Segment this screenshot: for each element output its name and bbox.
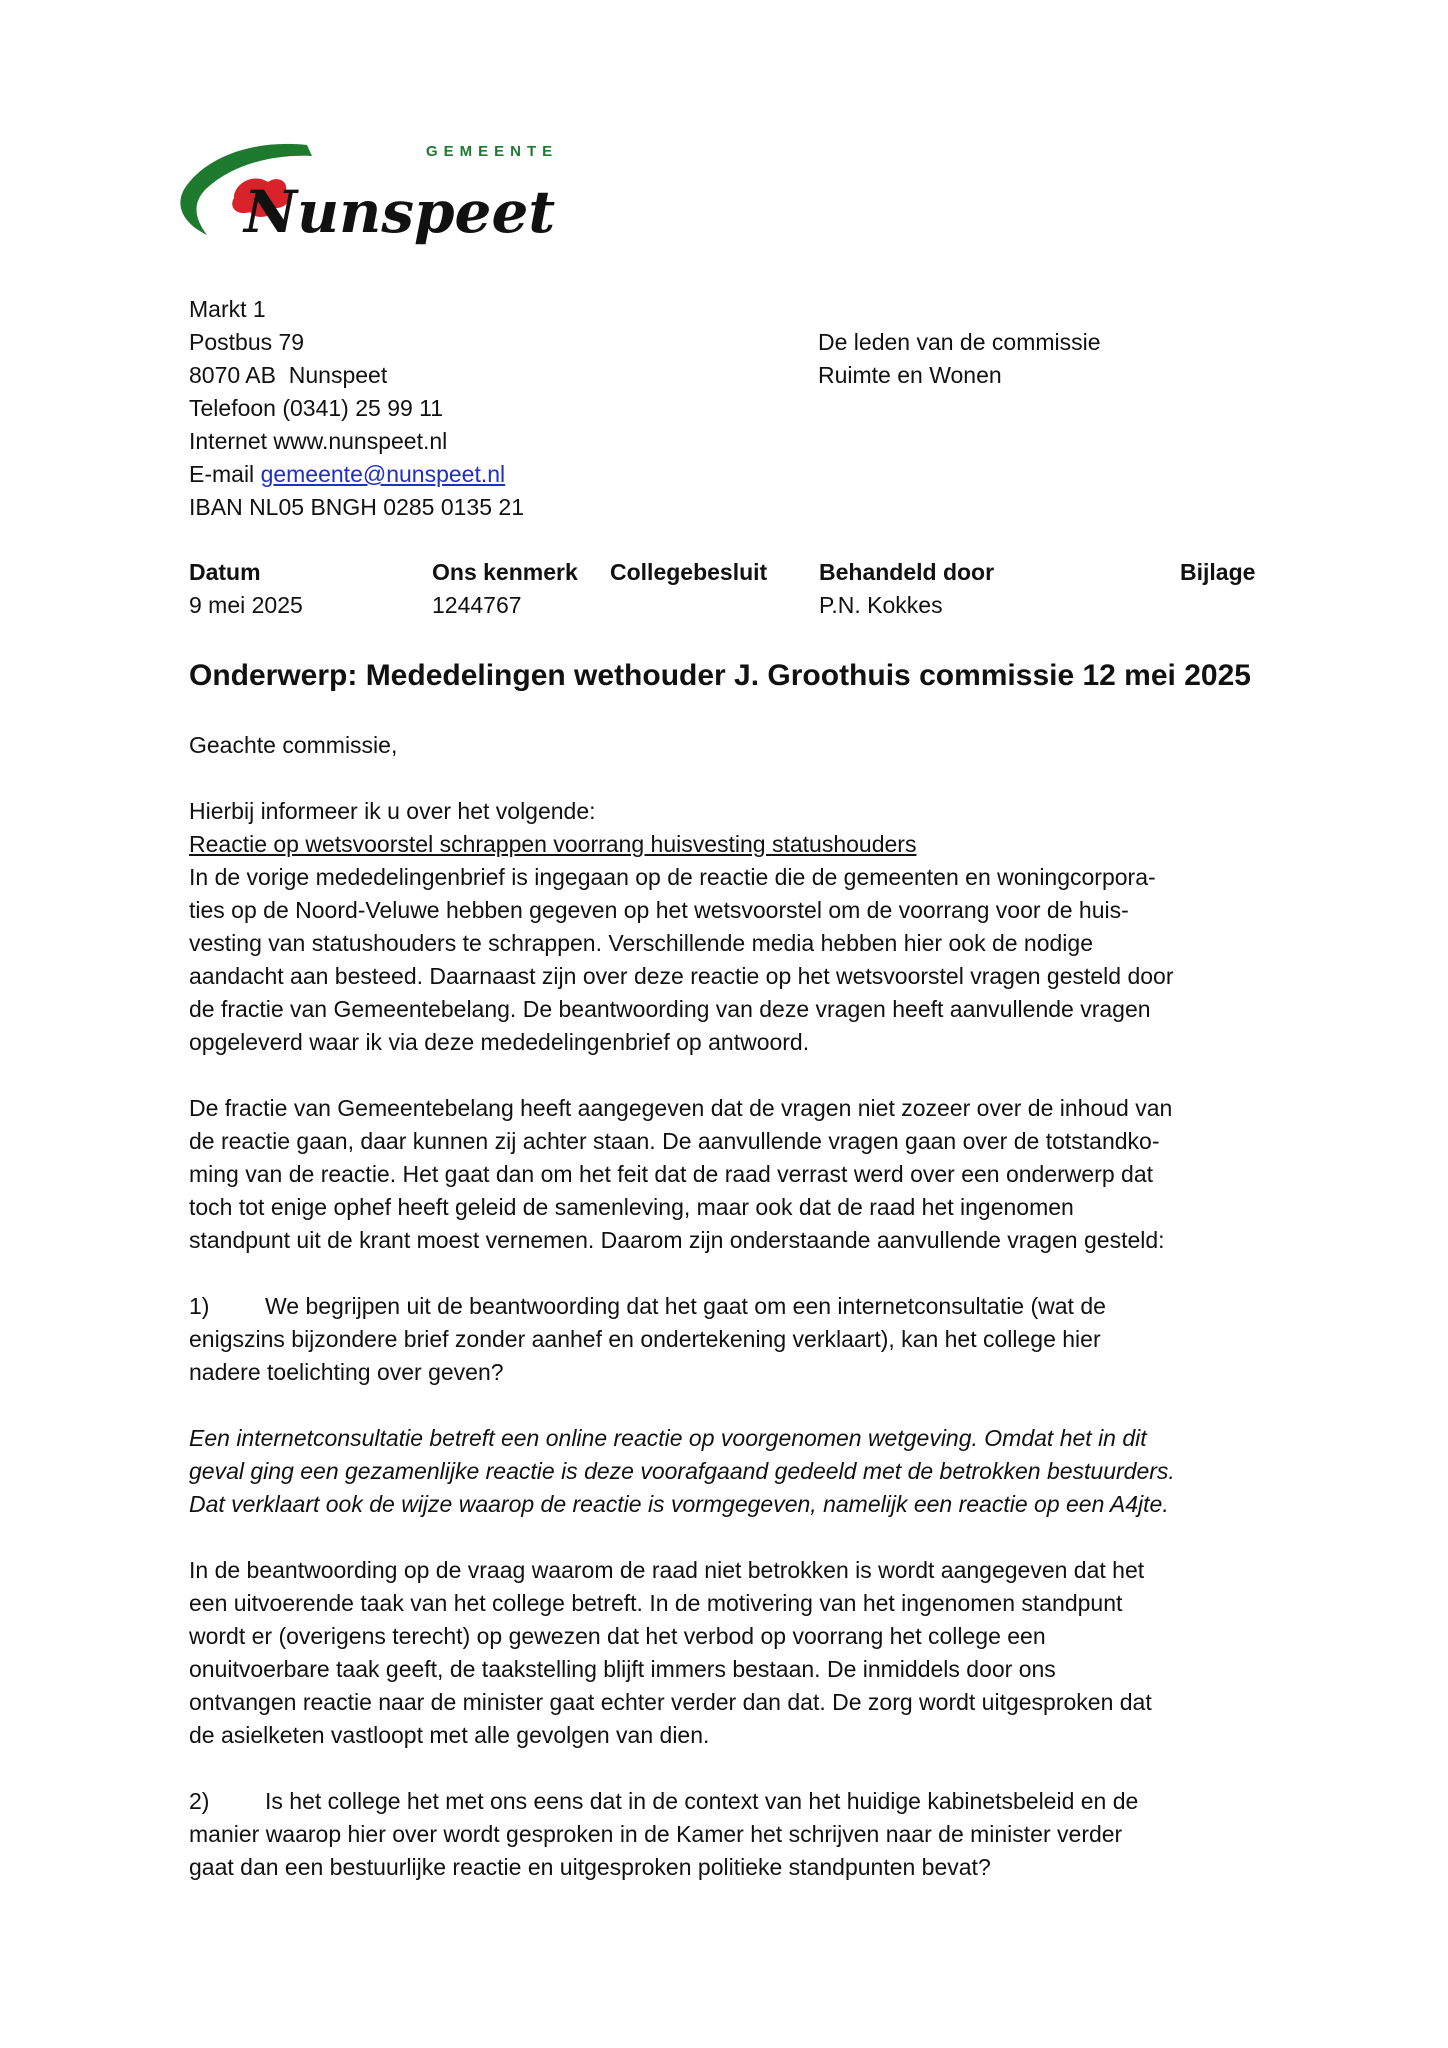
question-2-text: Is het college het met ons eens dat in de context van het huidige kabinetsbeleid en de <box>265 1788 1139 1814</box>
behandeld-label: Behandeld door <box>819 559 995 585</box>
bijlage-label: Bijlage <box>1180 559 1256 585</box>
sender-address <box>189 293 524 524</box>
question-1-line: enigszins bijzondere brief zonder aanhef en ondertekening verklaart), kan het college hier <box>189 1326 1101 1352</box>
meta-kenmerk <box>432 556 578 626</box>
p3-line: wordt er (overigens terecht) op gewezen dat het verbod op voorrang het college een <box>189 1623 1046 1649</box>
recipient-address <box>818 326 1101 392</box>
question-1-line <box>189 1290 1106 1323</box>
collegebesluit-label: Collegebesluit <box>610 559 768 585</box>
question-2-line <box>189 1785 1138 1818</box>
gemeente-nunspeet-logo <box>172 140 572 290</box>
question-2-line: manier waarop hier over wordt gesproken in de Kamer het schrijven naar de minister verder <box>189 1821 1123 1847</box>
behandeld-value: P.N. Kokkes <box>819 592 943 618</box>
address-email-prefix: E-mail <box>189 461 261 487</box>
address-iban: IBAN NL05 BNGH 0285 0135 21 <box>189 494 524 520</box>
answer-1-line: geval ging een gezamenlijke reactie is deze voorafgaand gedeeld met de betrokken bestuurders. <box>189 1458 1175 1484</box>
address-postbus: Postbus 79 <box>189 329 305 355</box>
meta-bijlage <box>1180 556 1255 626</box>
p3-line: onuitvoerbare taak geeft, de taakstelling blijft immers bestaan. De inmiddels door ons <box>189 1656 1056 1682</box>
p2-line: standpunt uit de krant moest vernemen. Daarom zijn onderstaande aanvullende vragen gesteld: <box>189 1227 1165 1253</box>
section-heading: Reactie op wetsvoorstel schrappen voorrang huisvesting statushouders <box>189 831 917 857</box>
question-1-line: nadere toelichting over geven? <box>189 1359 504 1385</box>
question-2-number: 2) <box>189 1788 210 1814</box>
kenmerk-label: Ons kenmerk <box>432 559 578 585</box>
recipient-line-1: De leden van de commissie <box>818 329 1101 355</box>
p3-line: de asielketen vastloopt met alle gevolgen van dien. <box>189 1722 710 1748</box>
p2-line: de reactie gaan, daar kunnen zij achter staan. De aanvullende vragen gaan over de totstandko- <box>189 1128 1160 1154</box>
address-postcode: 8070 AB Nunspeet <box>189 362 388 388</box>
recipient-line-2: Ruimte en Wonen <box>818 362 1002 388</box>
kenmerk-value: 1244767 <box>432 592 522 618</box>
p3-line: een uitvoerende taak van het college betreft. In de motivering van het ingenomen standpunt <box>189 1590 1123 1616</box>
address-street: Markt 1 <box>189 296 266 322</box>
question-1-text: We begrijpen uit de beantwoording dat het gaat om een internetconsultatie (wat de <box>265 1293 1106 1319</box>
email-link[interactable]: gemeente@nunspeet.nl <box>260 461 506 487</box>
datum-value: 9 mei 2025 <box>189 592 303 618</box>
p2-line: ming van de reactie. Het gaat dan om het feit dat de raad verrast werd over een onderwerp dat <box>189 1161 1154 1187</box>
p1-line: de fractie van Gemeentebelang. De beantwoording van deze vragen heeft aanvullende vragen <box>189 996 1151 1022</box>
question-2-line: gaat dan een bestuurlijke reactie en uitgesproken politieke standpunten bevat? <box>189 1854 991 1880</box>
p2-line: De fractie van Gemeentebelang heeft aangegeven dat de vragen niet zozeer over de inhoud van <box>189 1095 1173 1121</box>
meta-datum <box>189 556 303 626</box>
p1-line: opgeleverd waar ik via deze mededelingenbrief op antwoord. <box>189 1029 810 1055</box>
p1-line: aandacht aan besteed. Daarnaast zijn over deze reactie op het wetsvoorstel vragen gesteld door <box>189 963 1174 989</box>
p2-line: toch tot enige ophef heeft geleid de samenleving, maar ook dat de raad het ingenomen <box>189 1194 1074 1220</box>
intro-line: Hierbij informeer ik u over het volgende: <box>189 798 596 824</box>
answer-1-line: Dat verklaart ook de wijze waarop de reactie is vormgegeven, namelijk een reactie op een A4jte. <box>189 1491 1169 1517</box>
meta-collegebesluit <box>610 556 767 626</box>
p1-line: vesting van statushouders te schrappen. Verschillende media hebben hier ook de nodige <box>189 930 1093 956</box>
address-phone: Telefoon (0341) 25 99 11 <box>189 395 444 421</box>
p3-line: ontvangen reactie naar de minister gaat echter verder dan dat. De zorg wordt uitgesproken dat <box>189 1689 1152 1715</box>
meta-behandeld-door <box>819 556 994 626</box>
question-1-number: 1) <box>189 1293 210 1319</box>
address-email-line <box>189 458 524 491</box>
p1-line: In de vorige mededelingenbrief is ingegaan op de reactie die de gemeenten en woningcorpora- <box>189 864 1156 890</box>
p3-line: In de beantwoording op de vraag waarom de raad niet betrokken is wordt aangegeven dat het <box>189 1557 1145 1583</box>
answer-1-line: Een internetconsultatie betreft een online reactie op voorgenomen wetgeving. Omdat het in dit <box>189 1425 1147 1451</box>
logo-word-gemeente: GEMEENTE <box>426 143 559 160</box>
p1-line: ties op de Noord-Veluwe hebben gegeven op het wetsvoorstel om de voorrang voor de huis- <box>189 897 1129 923</box>
logo-word-nunspeet: Nunspeet <box>244 178 556 246</box>
datum-label: Datum <box>189 559 261 585</box>
salutation: Geachte commissie, <box>189 732 398 758</box>
address-internet: Internet www.nunspeet.nl <box>189 428 448 454</box>
subject-heading: Onderwerp: Mededelingen wethouder J. Groothuis commissie 12 mei 2025 <box>189 659 1251 692</box>
